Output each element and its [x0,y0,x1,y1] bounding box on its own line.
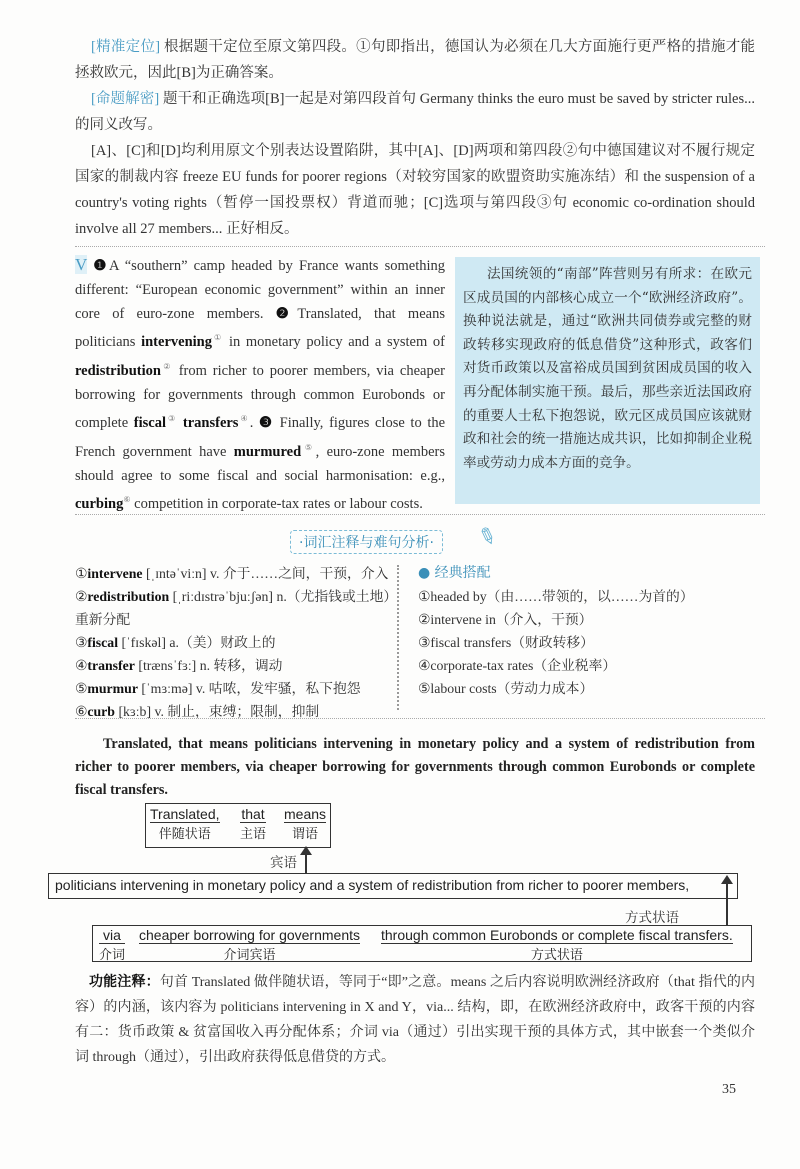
manner-label: 方式状语 [625,910,679,926]
vocab-num: ⑥ [75,704,88,719]
vocab-definition: v. 制止，束缚；限制，抑制 [154,704,320,719]
footnote-mark: ③ [166,414,178,424]
diagram-box-1 [145,803,331,848]
vocab-list [75,562,393,723]
vocab-ipa: [ˌɪntəˈviːn] [146,566,207,581]
paragraph-number: V [75,255,88,274]
diagram-label: 伴随状语 [158,826,211,841]
collocation-item: ④corporate-tax rates（企业税率） [418,658,617,673]
sentence-3-part: , euro-zone members should agree to some fiscal and social harmonisation: e.g., [75,443,445,484]
diagram-text: via [99,927,125,944]
vocab-definition: n. 转移，调动 [199,658,283,673]
sentence-3-part: Finally, figures close to the French government have [75,415,446,460]
function-note [75,970,755,1070]
collocation-title: 经典搭配 [434,565,491,581]
sentence-number: ❸ [258,415,274,432]
vocab-section-header: ·词汇注释与难句分析· [290,530,443,554]
sentence-1: A “southern” camp headed by France wants something different: “European economic government” within an inner core of euro-zone members. [75,258,446,322]
diagram-text: Translated, [150,806,220,822]
vocab-entry [75,677,393,700]
diagram-label: 介词 [99,947,126,962]
diagram-text: that [241,806,265,822]
divider [75,718,765,719]
diagram-label: 谓语 [292,826,319,841]
footnote-mark: ⑤ [301,443,316,453]
vocab-word: redistribution [75,362,161,379]
collocation-item: ③fiscal transfers（财政转移） [418,635,594,650]
secret-tag: [命题解密] [91,91,160,107]
vocab-word: intervene [87,566,143,581]
vocab-ipa: [kɜːb] [118,704,152,719]
pen-icon: ✎ [474,521,501,552]
footnote-mark: ① [211,333,224,343]
vocab-ipa: [ˈmɜːmə] [141,681,193,696]
secret-text: 题干和正确选项[B]一起是对第四段首句 Germany thinks the euro must be saved by stricter rules... 的同义改写。 [75,91,755,133]
vocab-word: curbing [75,496,124,513]
footnote-mark: ② [160,362,173,372]
vocab-word: murmured [233,443,302,460]
diagram-label: 方式状语 [530,947,583,962]
vocab-definition: v. 咕哝，发牢骚，私下抱怨 [195,681,361,696]
collocation-item: ⑤labour costs（劳动力成本） [418,681,594,696]
sentence-2-part: Translated, that means politicians [75,305,445,351]
vocab-definition: v. 介于……之间，干预，介入 [209,566,389,581]
divider [75,514,765,515]
sentence-3-part: competition in corporate-tax rates or labour costs. [130,496,423,513]
vocab-word: fiscal [87,635,119,650]
vocab-word: redistribution [87,589,170,604]
column-divider [397,565,405,710]
diagram-box-3 [92,925,752,962]
object-label: 宾语 [270,855,297,871]
vocab-entry [75,631,393,654]
diagram-label: 介词宾语 [223,947,276,962]
vocab-word: transfer [87,658,135,673]
page-number: 35 [722,1082,736,1097]
collocation-list [418,562,758,700]
vocab-num: ③ [75,635,88,650]
collocation-item: ②intervene in（介入，干预） [418,612,593,627]
bullet-icon: ● [418,565,431,581]
difficult-sentence: Translated, that means politicians intervening in monetary policy and a system of redistribution from richer to poorer members, via cheaper borrowing for governments through common Eurobonds or complete fiscal transfers. [75,736,755,798]
footnote-mark: ④ [238,414,250,424]
vocab-ipa: [ˌriːdɪstrəˈbjuːʃən] [172,589,273,604]
arrow-line [726,878,728,926]
sentence-2-part: in monetary policy and a system of [223,334,445,351]
vocab-word: intervening [141,334,212,351]
arrow-up-icon [300,846,312,855]
vocab-definition: a.（美）财政上的 [169,635,276,650]
diagram-label: 主语 [240,826,267,841]
vocab-num: ① [75,566,88,581]
translation-box: 法国统领的“南部”阵营则另有所求：在欧元区成员国的内部核心成立一个“欧洲经济政府”。换种说法就是，通过“欧洲共同债券或完整的财政转移实现政府的低息借贷”这种形式，政客们对货币政策以及富裕成员国到贫困成员国的收入再分配体制实施干预。最后，那些亲近法国政府的重要人士私下抱怨说，欧元区成员国应该就财政和社会的统一措施达成共识，比如抑制企业税率或劳动力成本方面的竞争。 [455,257,760,504]
footnote-mark: ⑥ [123,495,131,505]
vocab-word: murmur [87,681,138,696]
vocab-num: ② [75,589,88,604]
vocab-ipa: [trænsˈfɜː] [138,658,197,673]
diagram-text: means [284,806,327,822]
locate-text: 根据题干定位至原文第四段。①句即指出，德国认为必须在几大方面施行更严格的措施才能拯救欧元，因此[B]为正确答案。 [75,39,756,81]
sentence-number: ❷ [275,305,298,322]
function-note-tag: 功能注释： [89,975,160,990]
locate-tag: [精准定位] [91,39,161,55]
vocab-word: fiscal [133,415,167,432]
diagram-text: cheaper borrowing for governments [139,927,361,943]
answer-analysis [75,34,755,242]
collocation-item: ①headed by（由……带领的，以……为首的） [418,589,694,604]
arrow-up-icon [721,875,733,884]
sentence-number: ❶ [93,258,109,274]
vocab-num: ④ [75,658,88,673]
vocab-word: transfers [182,415,239,432]
vocab-entry [75,700,393,723]
vocab-num: ⑤ [75,681,88,696]
passage-paragraph: V ❶A “southern” camp headed by France wants something different: “European economic government” within an inner core of euro-zone members. ❷Translated, that means politicians intervening① in monetary policy and a system of redistribution② from richer to poorer members, via cheaper borrowing for governments through common Eurobonds or complete fiscal③ transfers④. ❸ Finally, figures close to the French government have murmured⑤, euro-zone members should agree to some fiscal and social harmonisation: e.g., curbing⑥ competition in corporate-tax rates or labour costs. [75,255,446,513]
function-note-text: 句首 Translated 做伴随状语，等同于“即”之意。means 之后内容说明欧洲经济政府（that 指代的内容）的内涵，该内容为 politicians intervening in X and Y，via... 结构，即，在欧洲经济政府中，政客干预的内容有二：货币政策 & 贫富国收入再分配体系；介词 via（通过）引出实现干预的具体方式，其中嵌套一个类似介词 through（通过），引出政府获得低息借贷的方式。 [75,975,756,1065]
sentence-2-part: from richer to poorer members, via cheaper borrowing for governments through common Eurobonds or complete [75,362,445,432]
vocab-entry [75,562,393,585]
distractor-text: [A]、[C]和[D]均利用原文个别表达设置陷阱，其中[A]、[D]两项和第四段②句中德国建议对不履行规定国家的制裁内容 freeze EU funds for poorer regions（对较穷国家的欧盟资助实施冻结）和 the suspension of a country's voting rights（暂停一国投票权）背道而驰；[C]选项与第四段③句 economic co-ordination should involve all 27 members... 正好相反。 [75,143,755,237]
diagram-text: through common Eurobonds or complete fiscal transfers. [381,927,733,943]
vocab-definition: n.（尤指钱或土地）重新分配 [75,589,391,627]
vocab-word: curb [87,704,115,719]
vocab-ipa: [ˈfɪskəl] [121,635,166,650]
divider [75,246,765,247]
vocab-entry [75,585,393,631]
diagram-box-2: politicians intervening in monetary policy and a system of redistribution from richer to poorer members, [48,873,738,899]
vocab-entry [75,654,393,677]
